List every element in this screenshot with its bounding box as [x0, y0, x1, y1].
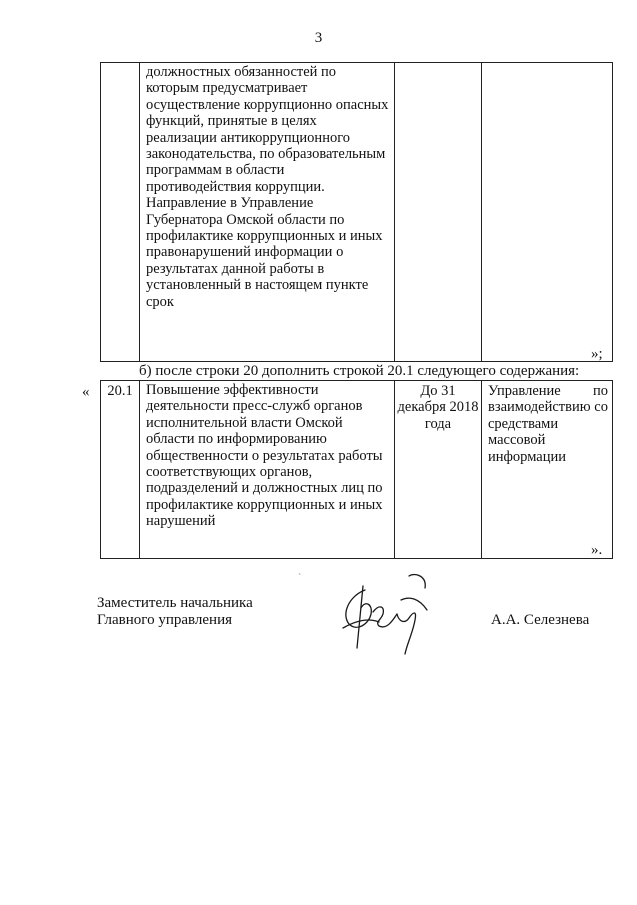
deadline-cell: До 31 декабря 2018 года [395, 381, 482, 559]
signatory-name: А.А. Селезнева [491, 612, 590, 628]
signatory-title [97, 595, 253, 629]
sub-item-text: б) после строки 20 дополнить строкой 20.1 следующего содержания: [139, 363, 580, 379]
row-number-cell [101, 63, 140, 362]
closing-quote: »; [591, 346, 603, 362]
signatory-title-line: Заместитель начальника [97, 595, 253, 611]
new-table-row [100, 380, 613, 559]
scan-mark: ` [298, 573, 302, 584]
opening-quote: « [82, 384, 90, 400]
signatory-title-line: Главного управления [97, 612, 232, 628]
measure-text-cell: Повышение эффективности деятельности пресс-служб органов исполнительной власти Омской области по информированию общественности о результатах работы соответствующих органов, подразделений и должностных лиц по профилактике коррупционных и иных нарушений [140, 381, 395, 559]
deadline-cell [395, 63, 482, 362]
executor-text-justified: Управление по взаимодействию со средствами [488, 383, 608, 432]
row-number-cell: 20.1 [101, 381, 140, 559]
page-number: 3 [314, 30, 323, 46]
handwritten-signature [335, 570, 445, 660]
executor-cell [482, 63, 613, 362]
continued-table-row [100, 62, 613, 362]
executor-text-rest: массовой информации [488, 432, 566, 465]
executor-cell [482, 381, 613, 559]
closing-quote: ». [591, 542, 603, 558]
measure-text-cell: должностных обязанностей по которым предусматривает осуществление коррупционно опасных функций, принятые в целях реализации антикоррупционного законодательства, по образовательным программам в области противодействия коррупции. Направление в Управление Губернатора Омской области по профилактике коррупционных и иных правонарушений информации о результатах данной работы в установленный в настоящем пункте срок [140, 63, 395, 362]
